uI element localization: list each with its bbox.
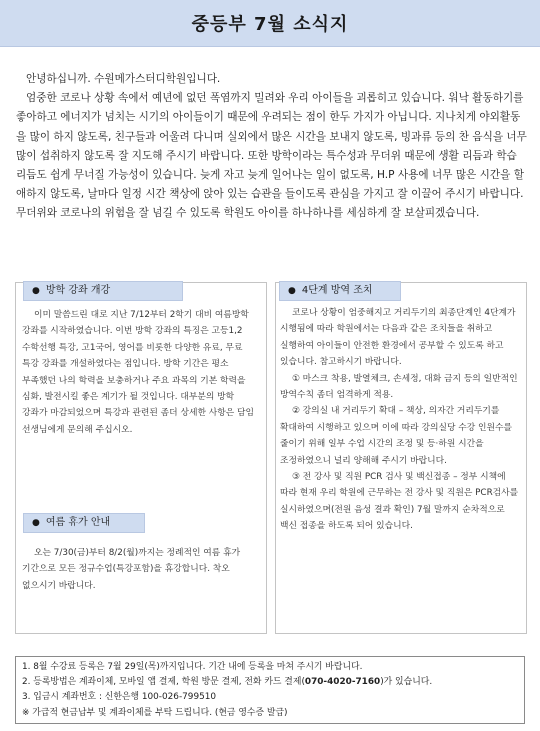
section-body-summer-break: 오는 7/30(금)부터 8/2(월)까지는 정례적인 여름 휴가 기간으로 모든 정규수업(특강포함)을 휴강합니다. 착오 없으시기 바랍니다. bbox=[22, 548, 241, 591]
section-body-vacation-course: 이미 말씀드린 대로 지난 7/12부터 2학기 대비 여름방학 강좌를 시작하였습니다. 이번 방학 강좌의 특징은 고등1,2 수학선행 특강, 고1국어, 영어를 비롯한 다양한 유료, 무료 특강 강좌를 개설하였다는 점입니다. 방학 기간은 평소 부족했던 나의 학력을 보충하거나 주요 과목의 기본 학력을 심화, 발전시킬 좋은 계기가 될 것입니다. 대부분의 방학 강좌가 마감되었으며 특강과 관련된 좀더 상세한 사항은 담임 선생님에게 문의해 주십시오. bbox=[22, 310, 255, 435]
bullet-icon: ● bbox=[32, 286, 40, 296]
level4-intro: 코로나 상황이 엄중해지고 거리두기의 최종단계인 4단계가 시행됨에 따라 학원에서는 다음과 같은 조치들을 취하고 실행하여 아이들이 안전한 환경에서 공부할 수 있도록 하고 있습니다. 참고하시기 바랍니다. bbox=[280, 308, 516, 368]
section-heading-vacation-course: ● 방학 강좌 개강 bbox=[23, 281, 183, 301]
title-bar bbox=[0, 0, 540, 47]
bullet-icon: ● bbox=[32, 518, 40, 528]
intro-greeting: 안녕하십니까. 수원메가스터디학원입니다. bbox=[26, 73, 221, 85]
notice-box bbox=[15, 656, 525, 724]
level4-item-1: ① 마스크 착용, 발열체크, 손세정, 대화 금지 등의 일반적인 방역수칙 좀더 엄격하게 적용. bbox=[280, 373, 518, 401]
intro-text bbox=[16, 70, 528, 224]
notice-line-1: 1. 8월 수강료 등록은 7월 29일(목)까지입니다. 기간 내에 등록을 마쳐 주시기 바랍니다. bbox=[22, 662, 363, 672]
section-body-level4 bbox=[280, 305, 520, 535]
page-title: 중등부 7월 소식지 bbox=[191, 14, 349, 35]
level4-item-2: ② 강의실 내 거리두기 확대 – 책상, 의자간 거리두기를 확대하여 시행하고 있으며 이에 따라 강의실당 수강 인원수를 줄이기 위해 일부 수업 시간의 조정 및 등·하원 시간을 조정하였으니 널리 양해해 주시기 바랍니다. bbox=[280, 406, 513, 466]
notice-line-4: ※ 가급적 현금납부 및 계좌이체를 부탁 드립니다. (현금 영수증 발급) bbox=[22, 707, 288, 718]
level4-item-3: ③ 전 강사 및 직원 PCR 검사 및 백신접종 – 정부 시책에 따라 현재 우리 학원에 근무하는 전 강사 및 직원은 PCR검사를 실시하였으며(전원 음성 결과 확인) 7월 말까지 순차적으로 백신 접종을 하도록 되어 있습니다. bbox=[280, 472, 519, 532]
section-heading-level4: ● 4단계 방역 조치 bbox=[279, 281, 401, 301]
phone-number: 070-4020-7160 bbox=[304, 677, 381, 688]
notice-line-3: 3. 입금시 계좌번호 : 신한은행 100-026-799510 bbox=[22, 692, 217, 703]
bullet-icon: ● bbox=[288, 286, 296, 296]
section-heading-summer-break: ● 여름 휴가 안내 bbox=[23, 513, 145, 533]
intro-paragraph: 엄중한 코로나 상황 속에서 예년에 없던 폭염까지 밀려와 우리 아이들을 괴롭히고 있습니다. 워낙 활동하기를 좋아하고 에너지가 넘치는 시기의 아이들이기 때문에 우려되는 점이 한두 가지가 아닙니다. 지나치게 야외활동을 많이 하지 않도록, 친구들과 어울려 다니며 실외에서 많은 시간을 보내지 않도록, 빙과류 등의 찬 음식을 너무 많이 섭취하지 않도록 잘 지도해 주시기 바랍니다. 또한 방학이라는 특수성과 무더위 때문에 생활 리듬과 학습 리듬도 쉽게 무너질 가능성이 있습니다. 늦게 자고 늦게 일어나는 일이 없도록, H.P 사용에 너무 많은 시간을 할애하지 않도록, 날마다 일정 시간 책상에 앉아 있는 습관을 들이도록 관심을 가지고 잘 이끌어 주시기 바랍니다. 무더위와 코로나의 위험을 잘 넘길 수 있도록 학원도 아이를 하나하나를 세심하게 잘 보살피겠습니다. bbox=[16, 92, 527, 220]
notice-line-2: 2. 등록방법은 계좌이체, 모바일 앱 결제, 학원 방문 결제, 전화 카드 결제(070-4020-7160)가 있습니다. bbox=[22, 677, 433, 688]
